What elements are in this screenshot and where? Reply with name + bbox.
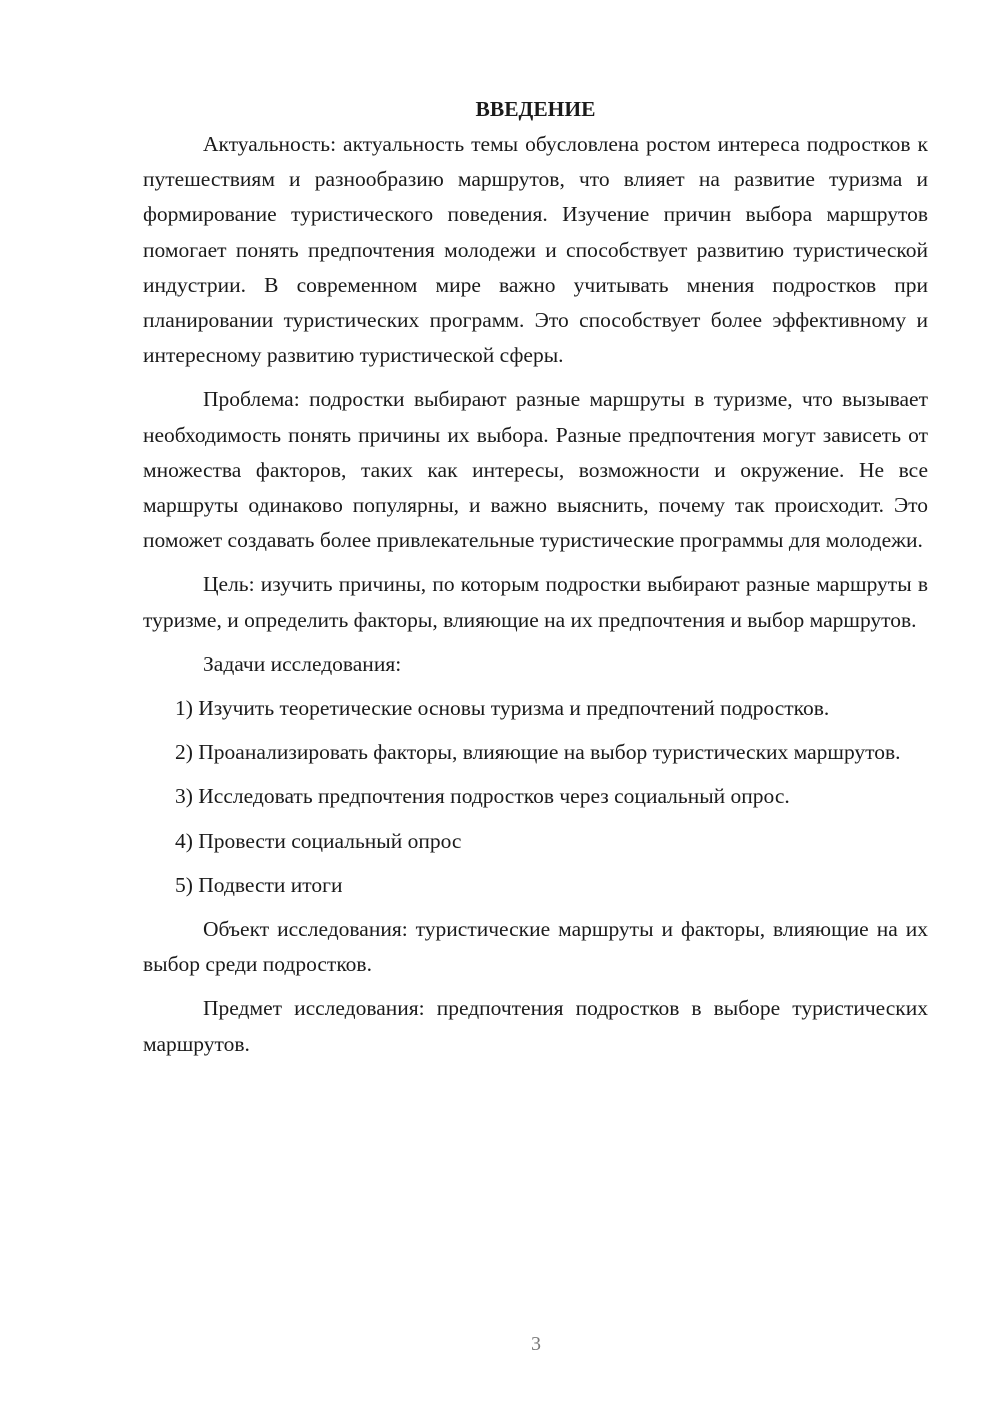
goal-paragraph: Цель: изучить причины, по которым подростки выбирают разные маршруты в туризме, и определить факторы, влияющие на их предпочтения и выбор маршрутов. [143, 572, 928, 632]
document-page [143, 92, 928, 1071]
object-paragraph: Объект исследования: туристические маршруты и факторы, влияющие на их выбор среди подростков. [143, 917, 928, 977]
subject-paragraph: Предмет исследования: предпочтения подростков в выборе туристических маршрутов. [143, 996, 928, 1056]
task-item-1: 1) Изучить теоретические основы туризма и предпочтений подростков. [175, 696, 830, 721]
page-number: 3 [531, 1333, 541, 1355]
problem-paragraph: Проблема: подростки выбирают разные маршруты в туризме, что вызывает необходимость понять причины их выбора. Разные предпочтения могут зависеть от множества факторов, таких как интересы, возможности и окружение. Не все маршруты одинаково популярны, и важно выяснить, почему так происходит. Это поможет создавать более привлекательные туристические программы для молодежи. [143, 387, 928, 553]
tasks-heading: Задачи исследования: [203, 651, 402, 676]
section-title: ВВЕДЕНИЕ [475, 97, 596, 121]
task-item-5: 5) Подвести итоги [175, 872, 343, 897]
task-item-2: 2) Проанализировать факторы, влияющие на выбор туристических маршрутов. [175, 740, 901, 765]
relevance-paragraph: Актуальность: актуальность темы обусловлена ростом интереса подростков к путешествиям и разнообразию маршрутов, что влияет на развитие туризма и формирование туристического поведения. Изучение причин выбора маршрутов помогает понять предпочтения молодежи и способствует развитию туристической индустрии. В современном мире важно учитывать мнения подростков при планировании туристических программ. Это способствует более эффективному и интересному развитию туристической сферы. [143, 132, 928, 368]
task-item-4: 4) Провести социальный опрос [175, 828, 462, 853]
task-item-3: 3) Исследовать предпочтения подростков через социальный опрос. [175, 784, 790, 809]
